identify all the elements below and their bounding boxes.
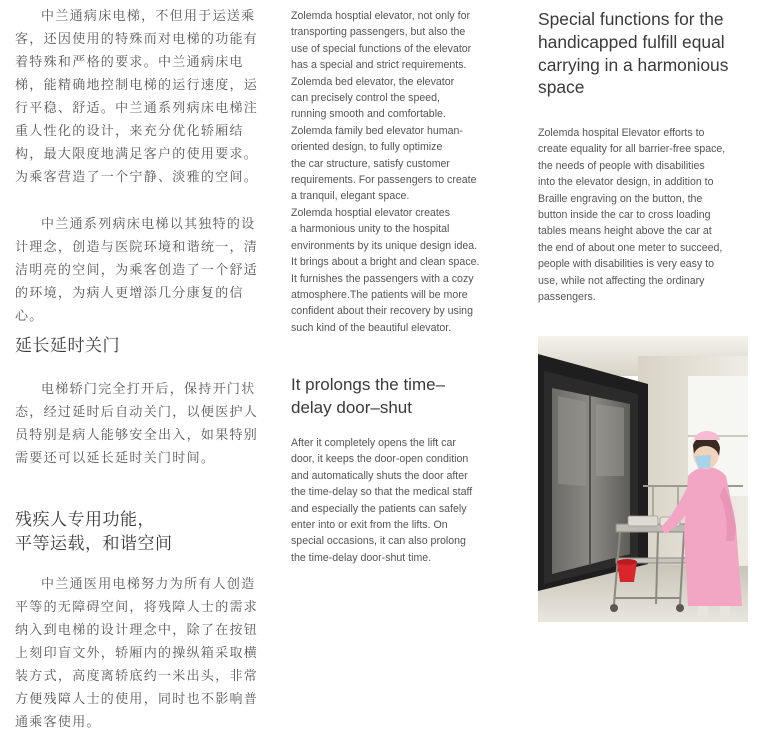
- right-access-paragraph: Zolemda hospital Elevator efforts to create equality for all barrier-free space, the needs of people with disabilities into the elevator design, in addition to Braille engraving on the button, the button inside the car to cross loading tables means height above the car at the end of about one meter to succeed, people with disabilities is very easy to use, while not affecting the ordinary passengers.: [538, 127, 726, 304]
- right-access-heading: Special functions for the handicapped fulfill equal carrying in a harmonious space: [538, 9, 729, 98]
- en-intro-paragraph: Zolemda hosptial elevator, not only for transporting passengers, but also the use of special functions of the elevator has a special and strict requirements. Zolemda bed elevator, the elevator can precisely control the speed, running smooth and comfortable. Zolemda family bed elevator human- oriented design, to fully optimize the car structure, satisfy customer requirements. For passengers to create a tranquil, elegant space. Zolemda hosptial elevator creates a harmonious unity to the hospital environments by its unique design idea. It brings about a bright and clean space. It furnishes the passengers with a cozy atmosphere.The patients will be more confident about their recovery by using such kind of the beautiful elevator.: [291, 10, 480, 334]
- photo-illustration: [538, 336, 748, 622]
- cn-access-heading: [15, 508, 265, 556]
- cn-design-paragraph: 中兰通系列病床电梯以其独特的设计理念，创造与医院环境和谐统一，清洁明亮的空间，为乘客创造了一个舒适的环境，为病人更增添几分康复的信心。: [15, 217, 259, 324]
- cn-delay-paragraph: 电梯轿门完全打开后，保持开门状态，经过延时后自动关门，以便医护人员特别是病人能够安全出入，如果特别需要还可以延长延时关门时间。: [15, 382, 259, 466]
- cn-access-paragraph: 中兰通医用电梯努力为所有人创造平等的无障碍空间，将残障人士的需求纳入到电梯的设计理念中，除了在按钮上刻印盲文外，轿厢内的操纵箱采取横装方式，高度离轿底约一米出头，非常方便残障人士的使用，同时也不影响普通乘客使用。: [15, 577, 259, 730]
- cn-intro-paragraph: 中兰通病床电梯，不但用于运送乘客，还因使用的特殊而对电梯的功能有着特殊和严格的要求。中兰通病床电梯，能精确地控制电梯的运行速度，运行平稳、舒适。中兰通系列病床电梯注重人性化的设计，来充分优化轿厢结构，最大限度地满足客户的使用要求。为乘客营造了一个宁静、淡雅的空间。: [15, 9, 259, 185]
- cn-delay-heading: 延长延时关门: [15, 336, 120, 356]
- en-delay-paragraph: After it completely opens the lift car door, it keeps the door-open condition and automatically shuts the door after the time-delay so that the medical staff and especially the patients can safely enter into or exit from the lifts. On special occasions, it can also prolong the time-delay door-shut time.: [291, 437, 473, 564]
- cn-access-heading-line1: 残疾人专用功能，: [15, 510, 155, 530]
- cn-access-heading-line2: 平等运载，和谐空间: [15, 534, 173, 554]
- nurse-elevator-photo: [538, 336, 748, 622]
- en-delay-heading: It prolongs the time– delay door–shut: [291, 375, 446, 417]
